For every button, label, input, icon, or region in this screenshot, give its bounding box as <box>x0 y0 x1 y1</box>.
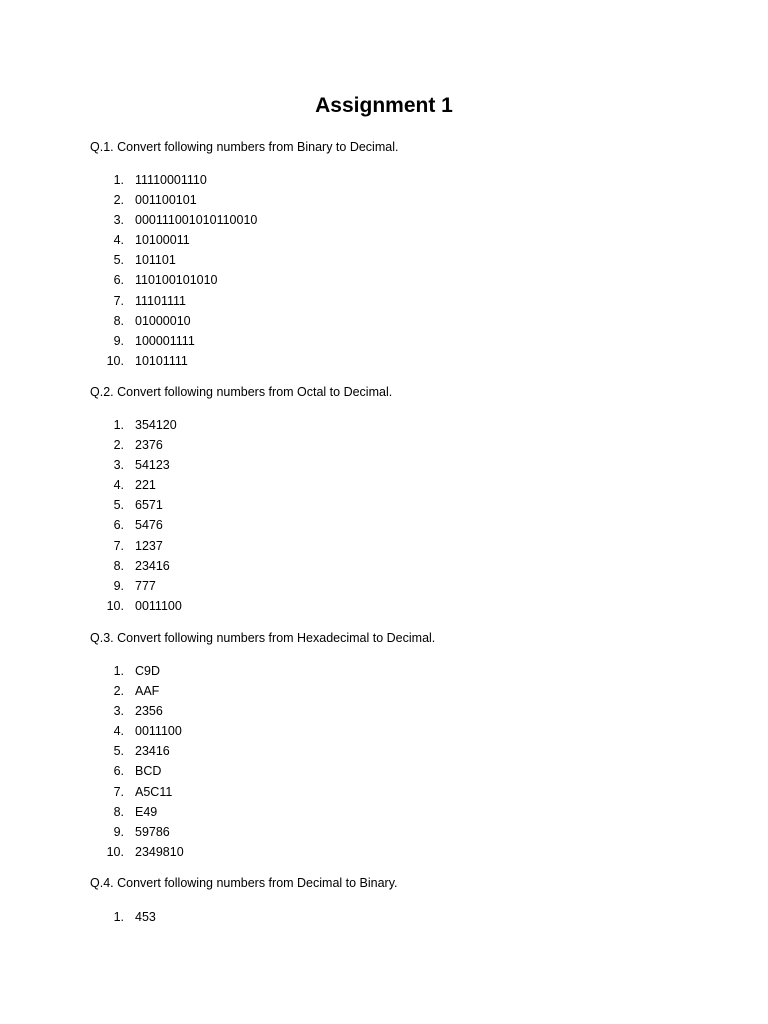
list-item <box>0 170 768 190</box>
list-item-number: 4. <box>113 724 124 739</box>
list-item-number: 2. <box>113 193 124 208</box>
list-item-number: 4. <box>113 478 124 493</box>
question-4-prompt: Q.4. Convert following numbers from Decimal to Binary. <box>90 876 398 890</box>
list-item <box>0 802 768 822</box>
list-item-value: 59786 <box>135 824 170 839</box>
list-item-number: 10. <box>106 844 124 859</box>
list-item-value: AAF <box>135 684 160 699</box>
list-item <box>0 311 768 331</box>
list-item <box>0 536 768 556</box>
list-item <box>0 721 768 741</box>
list-item-value: 2356 <box>135 704 163 719</box>
list-item-number: 8. <box>113 804 124 819</box>
list-item-value: 221 <box>135 478 156 493</box>
list-item-number: 9. <box>113 824 124 839</box>
list-item-number: 1. <box>113 910 124 924</box>
list-item <box>0 495 768 515</box>
list-item-number: 8. <box>113 558 124 573</box>
list-item-number: 3. <box>113 704 124 719</box>
list-item-number: 9. <box>113 333 124 348</box>
list-item-number: 6. <box>113 518 124 533</box>
list-item-number: 7. <box>113 538 124 553</box>
list-item <box>0 842 768 862</box>
list-item-number: 3. <box>113 213 124 228</box>
list-item-value: A5C11 <box>135 784 173 799</box>
list-item-number: 10. <box>106 353 124 368</box>
list-item-value: 1237 <box>135 538 163 553</box>
list-item <box>0 515 768 535</box>
list-item <box>0 250 768 270</box>
list-item <box>0 455 768 475</box>
question-2-list <box>0 415 768 616</box>
list-item-value: 0011100 <box>135 598 182 613</box>
list-item <box>0 661 768 681</box>
list-item <box>0 351 768 371</box>
list-item-value: 2349810 <box>135 844 184 859</box>
question-1-list <box>0 170 768 371</box>
list-item <box>0 415 768 435</box>
list-item-value: 10100011 <box>135 233 190 248</box>
list-item-value: 01000010 <box>135 313 191 328</box>
list-item-number: 2. <box>113 438 124 453</box>
list-item <box>0 435 768 455</box>
list-item <box>0 741 768 761</box>
list-item-value: 10101111 <box>135 353 188 368</box>
question-1-prompt: Q.1. Convert following numbers from Binary to Decimal. <box>90 140 399 154</box>
list-item <box>0 782 768 802</box>
list-item-value: 354120 <box>135 418 177 432</box>
list-item <box>0 576 768 596</box>
list-item-number: 1. <box>113 418 124 432</box>
question-3-prompt: Q.3. Convert following numbers from Hexadecimal to Decimal. <box>90 631 436 645</box>
list-item-number: 7. <box>113 784 124 799</box>
list-item <box>0 701 768 721</box>
list-item-value: 6571 <box>135 498 163 513</box>
list-item-number: 7. <box>113 293 124 308</box>
list-item-value: C9D <box>135 664 161 678</box>
list-item-number: 5. <box>113 744 124 759</box>
list-item <box>0 291 768 311</box>
list-item-value: 23416 <box>135 558 170 573</box>
list-item <box>0 556 768 576</box>
list-item <box>0 230 768 250</box>
question-3-list <box>0 661 768 862</box>
list-item-value: 5476 <box>135 518 163 533</box>
list-item-value: E49 <box>135 804 158 819</box>
list-item-number: 6. <box>113 273 124 288</box>
list-item-number: 3. <box>113 458 124 473</box>
list-item-number: 5. <box>113 498 124 513</box>
question-2-prompt: Q.2. Convert following numbers from Octal to Decimal. <box>90 385 393 399</box>
question-4-list <box>0 907 768 927</box>
page-title: Assignment 1 <box>315 94 453 117</box>
list-item-value: 453 <box>135 910 156 924</box>
list-item-number: 2. <box>113 684 124 699</box>
list-item-value: 11101111 <box>135 293 186 308</box>
list-item <box>0 190 768 210</box>
list-item-value: 110100101010 <box>135 273 218 288</box>
list-item-number: 8. <box>113 313 124 328</box>
list-item <box>0 822 768 842</box>
list-item-number: 4. <box>113 233 124 248</box>
list-item-number: 5. <box>113 253 124 268</box>
list-item-value: BCD <box>135 764 162 779</box>
list-item <box>0 761 768 781</box>
list-item <box>0 596 768 616</box>
list-item <box>0 681 768 701</box>
list-item <box>0 270 768 290</box>
list-item <box>0 331 768 351</box>
list-item-value: 11110001110 <box>135 173 207 187</box>
list-item-value: 777 <box>135 578 156 593</box>
list-item-value: 101101 <box>135 253 176 268</box>
list-item-number: 9. <box>113 578 124 593</box>
list-item <box>0 475 768 495</box>
list-item-value: 000111001010110010 <box>135 213 258 228</box>
list-item-number: 10. <box>106 598 124 613</box>
list-item-value: 001100101 <box>135 193 197 208</box>
list-item-value: 100001111 <box>135 333 195 348</box>
list-item-value: 23416 <box>135 744 170 759</box>
list-item-value: 0011100 <box>135 724 182 739</box>
list-item-number: 1. <box>113 664 124 678</box>
list-item-number: 6. <box>113 764 124 779</box>
list-item <box>0 210 768 230</box>
list-item-value: 54123 <box>135 458 170 473</box>
list-item <box>0 907 768 927</box>
list-item-value: 2376 <box>135 438 163 453</box>
list-item-number: 1. <box>113 173 124 187</box>
